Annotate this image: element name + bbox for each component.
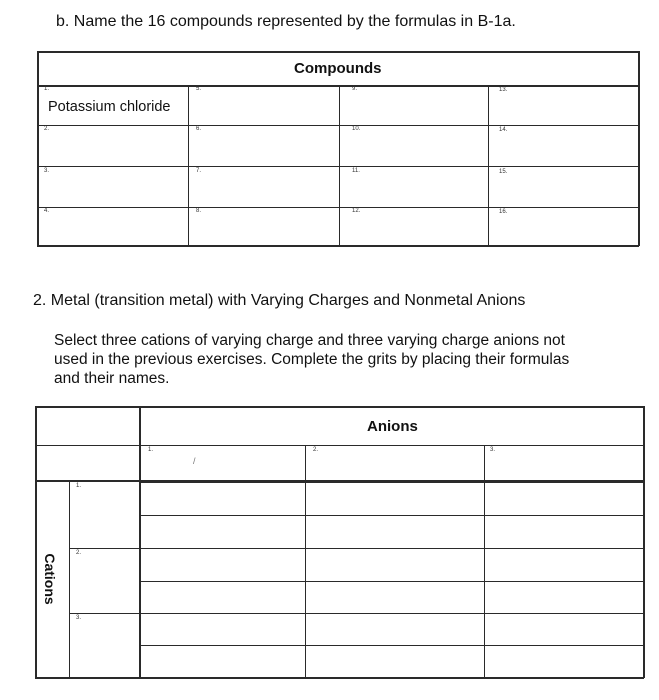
anion-number: 2. <box>313 447 319 453</box>
cell-number: 11. <box>352 168 360 174</box>
cation-number: 3. <box>76 615 82 621</box>
stray-pen-mark: / <box>193 456 196 466</box>
cell-number: 3. <box>44 168 50 174</box>
cell-answer: Potassium chloride <box>48 99 171 115</box>
cation-number: 2. <box>76 550 82 556</box>
anion-number: 3. <box>490 447 496 453</box>
cell-number: 5. <box>196 86 202 92</box>
compounds-header: Compounds <box>294 60 382 77</box>
cell-number: 10. <box>352 126 361 132</box>
instruction-line: used in the previous exercises. Complete the grits by placing their formulas <box>54 351 570 368</box>
cell-number: 2. <box>44 126 50 132</box>
cell-number: 9. <box>352 86 358 92</box>
section-2-title: 2. Metal (transition metal) with Varying Charges and Nonmetal Anions <box>33 292 526 309</box>
anion-number: 1. <box>148 447 154 453</box>
cell-number: 15. <box>499 169 508 175</box>
instruction-line: and their names. <box>54 370 170 387</box>
cell-number: 12. <box>352 208 361 214</box>
cell-number: 8. <box>196 208 202 214</box>
cell-number: 7. <box>196 168 202 174</box>
cell-number: 6. <box>196 126 202 132</box>
cation-number: 1. <box>76 483 82 489</box>
anions-header: Anions <box>367 418 418 435</box>
instruction-line: Select three cations of varying charge and three varying charge anions not <box>54 332 565 349</box>
part-b-title: b. Name the 16 compounds represented by the formulas in B-1a. <box>56 13 516 30</box>
cell-number: 4. <box>44 208 50 214</box>
cell-number: 13. <box>499 87 508 93</box>
cell-number: 1. <box>44 86 50 92</box>
cell-number: 16. <box>499 209 508 215</box>
cell-number: 14. <box>499 127 508 133</box>
cations-header: Cations <box>42 553 58 605</box>
